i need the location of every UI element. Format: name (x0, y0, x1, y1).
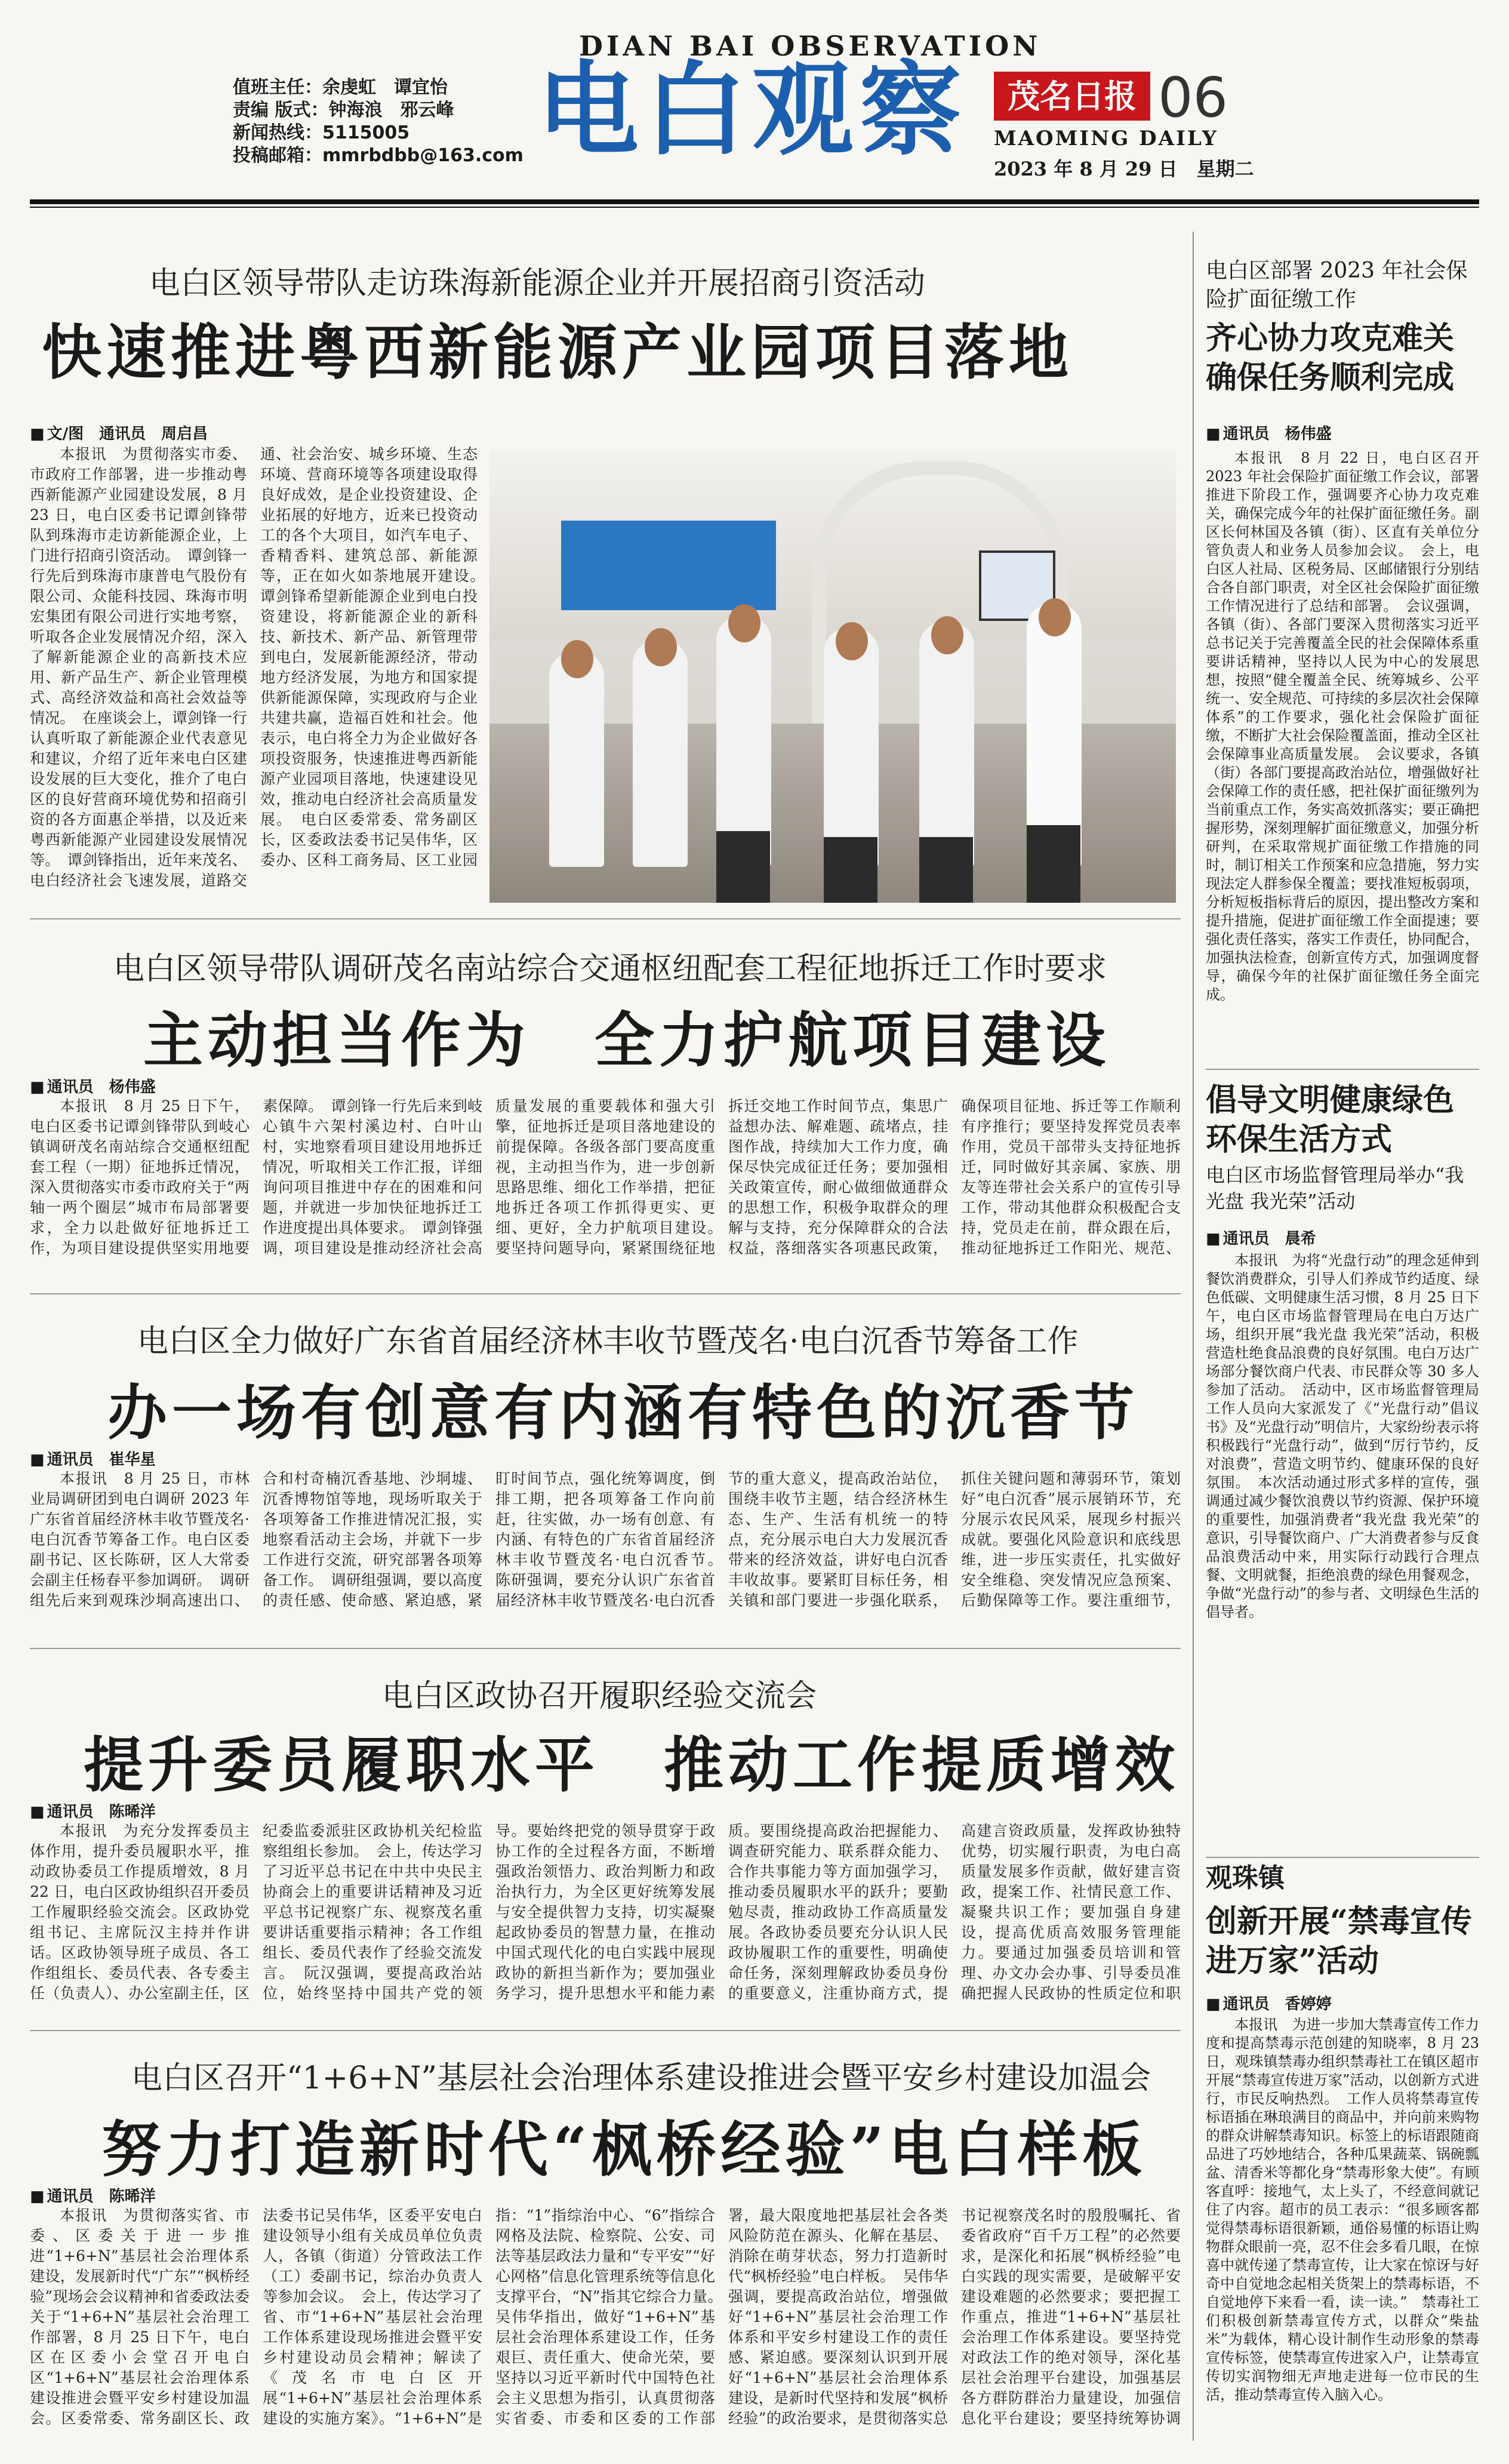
sidebar-article-byline: ■ 通讯员 杨伟盛 (1206, 422, 1332, 444)
article-kicker: 电白区全力做好广东省首届经济林丰收节暨茂名·电白沉香节筹备工作 (137, 1324, 1079, 1359)
article-byline: ■ 通讯员 陈晞洋 (30, 1799, 156, 1822)
article-byline: ■ 文/图 通讯员 周启昌 (30, 422, 208, 444)
staff-line: 值班主任：余虔虹 谭宜怡 (233, 77, 448, 98)
sidebar-article-kicker: 电白区部署 2023 年社会保险扩面征缴工作 (1206, 259, 1468, 312)
sidebar-article-headline: 创新开展“禁毒宣传进万家”活动 (1206, 1903, 1472, 1979)
article-kicker: 电白区召开“1+6+N”基层社会治理体系建设推进会暨平安乡村建设加温会 (131, 2060, 1151, 2096)
display-screen-icon (561, 521, 776, 610)
article-byline: ■ 通讯员 崔华星 (30, 1447, 156, 1469)
sidebar-article-headline: 齐心协力攻克难关 确保任务顺利完成 (1206, 320, 1486, 396)
masthead-rule (30, 199, 1479, 204)
masthead-rule-thin (30, 207, 1479, 208)
section-divider (30, 2030, 1181, 2031)
staff-line: 责编 版式：钟海浪 邪云峰 (233, 100, 454, 121)
sidebar-article-body: 本报讯 为进一步加大禁毒宣传工作力度和提高禁毒示范创建的知晓率，8 月 23 日，观珠镇禁毒办组织禁毒社工在镇区超市开展“禁毒宣传进万家”活动，以创新方式进行，市民反响热烈。 工作人员将禁毒宣传标语插在琳琅满目的商品中，并向前来购物的群众讲解禁毒知识。标签上的标语跟随商品进了巧妙地结合，各种瓜果蔬菜、锅碗瓢盆、清香米等都化身“禁毒形象大使”。有顾客直呼：接地气，太上头了，不经意间就记住了内容。超市的员工表示：“很多顾客都觉得禁毒标语很新颖，通俗易懂的标语让购物群众眼前一亮，忍不住会多看几眼，在惊喜中就传递了禁毒宣传，让大家在惊讶与好奇中自觉地念起相关货架上的禁毒标语，不自觉地停下来看一看，读一读。” 禁毒社工们积极创新禁毒宣传方式，以群众“柴盐米”为载体，精心设计制作生动形象的禁毒宣传标签，使禁毒宣传进家入户，让禁毒宣传切实润物细无声地走进每一位市民的生活，推动禁毒宣传入脑入心。 (1206, 2016, 1479, 2403)
article-kicker: 电白区政协召开履职经验交流会 (382, 1678, 817, 1714)
article-kicker: 电白区领导带队走访珠海新能源企业并开展招商引资活动 (149, 266, 926, 302)
section-divider (30, 1293, 1181, 1294)
section-divider (30, 1648, 1181, 1649)
staff-line: 投稿邮箱：mmrbdbb@163.com (233, 145, 523, 166)
article-headline: 办一场有创意有内涵有特色的沉香节 (107, 1377, 1139, 1448)
article-headline: 提升委员履职水平 推动工作提质增效 (84, 1730, 1180, 1800)
section-title-en: DIAN BAI OBSERVATION (579, 30, 1042, 62)
page-number: 06 (1158, 66, 1228, 130)
news-photo (489, 449, 1176, 903)
sidebar-article-body: 本报讯 8 月 22 日，电白区召开 2023 年社会保险扩面征缴工作会议，部署推进下阶段工作，强调要齐心协力攻克难关，确保完成今年的社保扩面征缴任务。副区长何林国及各镇（街）、区直有关单位分管负责人和业务人员参加会议。 会上，电白区人社局、区税务局、区邮储银行分别结合各自部门职责，对全区社会保险扩面征缴工作情况进行了总结和部署。 会议强调，各镇（街）、各部门要深入贯彻落实习近平总书记关于完善覆盖全民的社会保障体系重要讲话精神，坚持以人民为中心的发展思想，按照“健全覆盖全民、统筹城乡、公平统一、安全规范、可持续的多层次社会保障体系”的工作要求，强化社会保险扩面征缴，不断扩大社会保险覆盖面，推动全区社会保障事业高质量发展。 会议要求，各镇（街）各部门要提高政治站位，增强做好社会保障工作的责任感，把社保扩面征缴列为当前重点工作，务实高效抓落实；要正确把握形势，深刻理解扩面征缴意义，加强分析研判，在采取常规扩面征缴工作措施的同时，制订相关工作预案和应急措施，努力实现法定人群参保全覆盖；要找准短板弱项，分析短板指标背后的原因，提出整改方案和提升措施，促进扩面征缴工作全面提速；要强化责任落实，落实工作责任，协同配合，加强执法检查，创新宣传方式，加强调度督导，确保今年的社保扩面征缴任务全面完成。 (1206, 450, 1479, 1003)
article-body: 本报讯 8 月 25 日下午，电白区委书记谭剑锋带队到岐心镇调研茂名南站综合交通枢纽配套工程（一期）征地拆迁情况，深入贯彻落实市委市政府关于“两轴一两个圈层”城市布局部署要求，全力以赴做好征地拆迁工作，为项目建设提供坚实用地要素保障。 谭剑锋一行先后来到岐心镇牛六架村溪边村、白叶山村，实地察看项目建设用地拆迁情况，听取相关工作汇报，详细询问项目推进中存在的困难和问题，并就进一步加快征地拆迁工作进度提出具体要求。 谭剑锋强调，项目建设是推动经济社会高质量发展的重要载体和强大引擎，征地拆迁是项目落地建设的前提保障。各级各部门要高度重视，主动担当作为，进一步创新思路思维、细化工作举措，把征地拆迁各项工作抓得更实、更细、更好，全力护航项目建设。 要坚持问题导向，紧紧围绕征地拆迁交地工作时间节点，集思广益想办法、解难题、疏堵点，挂图作战，持续加大工作力度，确保尽快完成征迁任务；要加强相关政策宣传，耐心做细做通群众的思想工作，积极争取群众的理解与支持，充分保障群众的合法权益，落细落实各项惠民政策，确保项目征地、拆迁等工作顺利有序推行；要坚持发挥党员表率作用，党员干部带头支持征地拆迁，同时做好其亲属、家族、朋友等连带社会关系户的宣传引导工作，带动其他群众积极配合支持，党员走在前，群众跟在后，推动征地拆迁工作阳光、规范、 (30, 1097, 1181, 1257)
article-headline: 快速推进粤西新能源产业园项目落地 (42, 317, 1073, 387)
newspaper-logo: 茂名日报 (994, 72, 1150, 121)
article-byline: ■ 通讯员 陈晞洋 (30, 2184, 156, 2206)
article-byline: ■ 通讯员 杨伟盛 (30, 1075, 156, 1097)
staff-line: 新闻热线：5115005 (233, 122, 410, 143)
sidebar-article-kicker: 观珠镇 (1206, 1863, 1285, 1893)
article-body: 本报讯 8 月 25 日，市林业局调研团到电白调研 2023 年广东省首届经济林丰收节暨茂名·电白沉香节筹备工作。电白区委副书记、区长陈研，区人大常委会副主任杨春平参加调研。 调研组先后来到观珠沙垌高速出口、合和村奇楠沉香基地、沙垌墟、沉香博物馆等地，现场听取关于各项筹备工作推进情况汇报，实地察看活动主会场，并就下一步工作进行交流，研究部署各项筹备工作。 调研组强调，要以高度的责任感、使命感、紧迫感，紧盯时间节点，强化统筹调度，倒排工期，把各项筹备工作向前赶，往实做，办一场有创意、有内涵、有特色的广东省首届经济林丰收节暨茂名·电白沉香节。 陈研强调，要充分认识广东省首届经济林丰收节暨茂名·电白沉香节的重大意义，提高政治站位，围绕丰收节主题，结合经济林生态、生产、生活有机统一的特点，充分展示电白大力发展沉香带来的经济效益，讲好电白沉香丰收故事。要紧盯目标任务，相关镇和部门要进一步强化联系，抓住关键问题和薄弱环节，策划好“电白沉香”展示展销环节，充分展示农民风采，展现乡村振兴成就。要强化风险意识和底线思维，进一步压实责任，扎实做好安全维稳、突发情况应急预案、后勤保障等工作。要注重细节， (30, 1470, 1181, 1609)
section-divider (30, 918, 1181, 919)
sidebar-article-subhead: 电白区市场监督管理局举办“我光盘 我光荣”活动 (1206, 1164, 1464, 1213)
section-divider (1206, 1857, 1479, 1858)
article-headline: 主动担当作为 全力护航项目建设 (143, 1005, 1110, 1075)
article-body: 本报讯 为贯彻落实市委、市政府工作部署，进一步推动粤西新能源产业园建设发展，8 月 23 日，电白区委书记谭剑锋带队到珠海市走访新能源企业，上门进行招商引资活动。 谭剑锋一行先后到珠海市康普电气股份有限公司、众能科技园、珠海市明宏集团有限公司进行实地考察，听取各企业发展情况介绍，深入了解新能源企业的高新技术应用、新产品生产、新企业管理模式、高经济效益和高社会效益等情况。 在座谈会上，谭剑锋一行认真听取了新能源企业代表意见和建议，介绍了近年来电白区建设发展的巨大变化，推介了电白区的良好营商环境优势和招商引资的各方面惠企举措，以及近来粤西新能源产业园建设发展情况等。 谭剑锋指出，近年来茂名、电白经济社会飞速发展，道路交通、社会治安、城乡环境、生态环境、营商环境等各项建设取得良好成效，是企业投资建设、企业拓展的好地方，近来已投资动工的各个大项目，如汽车电子、香精香料、建筑总部、新能源等，正在如火如荼地展开建设。 谭剑锋希望新能源企业到电白投资建设，将新能源企业的新科技、新技术、新产品、新管理带到电白，发展新能源经济，带动地方经济发展，为地方和国家提供新能源保障，实现政府与企业共建共赢，造福百姓和社会。他表示，电白将全力为企业做好各项投资服务，快速推进粤西新能源产业园项目落地，快速建设见效，推动电白经济社会高质量发展。 电白区委常委、常务副区长，区委政法委书记吴伟华，区委办、区科工商务局、区工业园 (30, 445, 478, 889)
section-divider (1206, 1069, 1479, 1070)
article-body: 本报讯 为充分发挥委员主体作用，提升委员履职水平，推动政协委员工作提质增效，8 月 22 日，电白区政协组织召开委员工作履职经验交流会。区政协党组书记、主席阮汉主持并作讲话。区政协领导班子成员、各工作组组长、委员代表、各专委主任（负责人）、办公室副主任，区纪委监委派驻区政协机关纪检监察组组长参加。 会上，传达学习了习近平总书记在中共中央民主协商会上的重要讲话精神及习近平总书记视察广东、视察茂名重要讲话重要指示精神；各工作组组长、委员代表作了经验交流发言。 阮汉强调，要提高政治站位，始终坚持中国共产党的领导。要始终把党的领导贯穿于政协工作的全过程各方面，不断增强政治领悟力、政治判断力和政治执行力，为全区更好统筹发展与安全提供智力支持，切实凝聚起政协委员的智慧力量，在推动中国式现代化的电白实践中展现政协的新担当新作为；要加强业务学习，提升思想水平和能力素质。要围绕提高政治把握能力、调查研究能力、联系群众能力、合作共事能力等方面加强学习，推动委员履职水平的跃升；要勤勉尽责，推动政协工作高质量发展。各政协委员要充分认识人民政协履职工作的重要性，明确使命任务，深刻理解政协委员身份的重要意义，注重协商方式，提高建言资政质量，发挥政协独特优势，切实履行职责，为电白高质量发展多作贡献，做好建言资政，提案工作、社情民意工作、凝聚共识工作；要加强自身建设，提高优质高效服务管理能力。要通过加强委员培训和管理、办文办会办事、引导委员准确把握人民政协的性质定位和职 (30, 1822, 1181, 2002)
article-headline: 努力打造新时代“枫桥经验”电白样板 (101, 2114, 1147, 2185)
sidebar-article-byline: ■ 通讯员 晨希 (1206, 1226, 1316, 1248)
section-title: 电白观察 (537, 51, 968, 170)
newspaper-name-en: MAOMING DAILY (994, 127, 1218, 150)
sidebar-article-body: 本报讯 为将“光盘行动”的理念延伸到餐饮消费群众，引导人们养成节约适度、绿色低碳、文明健康生活习惯，8 月 25 日下午，电白区市场监督管理局在电白万达广场，组织开展“我光盘 我光荣”活动，积极营造杜绝食品浪费的良好氛围。电白万达广场部分餐饮商户代表、市民群众等 30 多人参加了活动。 活动中，区市场监督管理局工作人员向大家派发了《“光盘行动”倡议书》及“光盘行动”明信片，大家纷纷表示将积极践行“光盘行动”，做到“厉行节约，反对浪费”，营造文明节约、健康环保的良好氛围。 本次活动通过形式多样的宣传，强调通过减少餐饮浪费以节约资源、保护环境的重要性，加强消费者“我光盘 我光荣”的意识，引导餐饮商户、广大消费者参与反食品浪费活动中来，用实际行动践行合理点餐、文明就餐，拒绝浪费的绿色用餐观念，争做“光盘行动”的参与者、文明绿色生活的倡导者。 (1206, 1252, 1479, 1620)
sidebar-article-headline: 倡导文明健康绿色环保生活方式 (1206, 1082, 1455, 1158)
column-divider (1193, 232, 1194, 2441)
article-body: 本报讯 为贯彻落实省、市委、区委关于进一步推进“1+6+N”基层社会治理体系建设，发展新时代“广东”“枫桥经验”现场会会议精神和省委政法委关于“1+6+N”基层社会治理工作部署，8 月 25 日下午，电白区在区委小会堂召开电白区“1+6+N”基层社会治理体系建设推进会暨平安乡村建设加温会。区委常委、常务副区长、政法委书记吴伟华，区委平安电白建设领导小组有关成员单位负责人，各镇（街道）分管政法工作（工）委副书记，综治办负责人等参加会议。 会上，传达学习了省、市“1+6+N”基层社会治理工作体系建设现场推进会暨平安乡村建设动员会精神；解读了《茂名市电白区开展“1+6+N”基层社会治理体系建设的实施方案》。“1+6+N”是指：“1”指综治中心、“6”指综合网格及法院、检察院、公安、司法等基层政法力量和“专平安”“好心网格”信息化管理系统等信息化支撑平台，“N”指其它综合力量。 吴伟华指出，做好“1+6+N”基层社会治理体系建设工作，任务艰巨、责任重大、使命光荣，要坚持以习近平新时代中国特色社会主义思想为指引，认真贯彻落实省委、市委和区委的工作部署，最大限度地把基层社会各类风险防范在源头、化解在基层、消除在萌芽状态，努力打造新时代“枫桥经验”电白样板。 吴伟华强调，要提高政治站位，增强做好“1+6+N”基层社会治理工作体系和平安乡村建设工作的责任感、紧迫感。要深刻认识到开展好“1+6+N”基层社会治理体系建设，是新时代坚持和发展“枫桥经验”的政治要求，是贯彻落实总书记视察茂名时的殷殷嘱托、省委省政府“百千万工程”的必然要求，是深化和拓展“枫桥经验”电白实践的现实需要，是破解平安建设难题的必然要求；要把握工作重点，推进“1+6+N”基层社会治理工作体系建设。要坚持党对政法工作的绝对领导，深化基层社会治理平台建设，加强基层各方群防群治力量建设，加强信息化平台建设；要坚持统筹协调 (30, 2207, 1181, 2427)
sidebar-article-byline: ■ 通讯员 香婷婷 (1206, 1992, 1332, 2014)
issue-date: 2023 年 8 月 29 日 星期二 (994, 158, 1254, 180)
article-kicker: 电白区领导带队调研茂名南站综合交通枢纽配套工程征地拆迁工作时要求 (113, 951, 1107, 987)
staff-box (233, 76, 523, 167)
